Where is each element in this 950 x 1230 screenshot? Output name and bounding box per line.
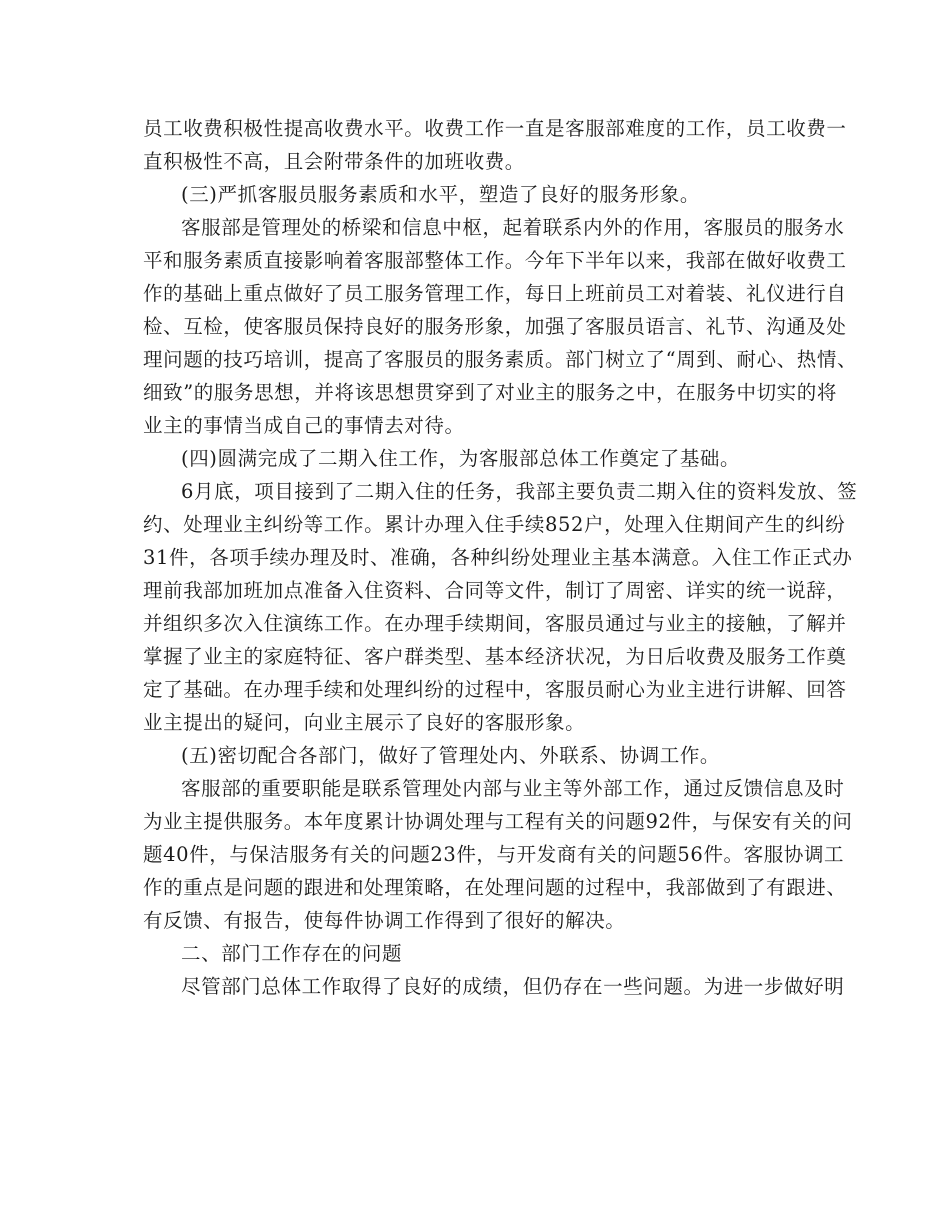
text-line: 二、部门工作存在的问题 — [181, 942, 403, 965]
text-line: 业主提出的疑问，向业主展示了良好的客服形象。 — [143, 711, 586, 734]
text-line: (四)圆满完成了二期入住工作，为客服部总体工作奠定了基础。 — [181, 447, 741, 470]
text-line: 直积极性不高，且会附带条件的加班收费。 — [143, 150, 525, 173]
text-line: 细致”的服务思想，并将该思想贯穿到了对业主的服务之中，在服务中切实的将 — [143, 381, 837, 404]
text-line: (三)严抓客服员服务素质和水平，塑造了良好的服务形象。 — [181, 183, 700, 206]
text-line: 客服部是管理处的桥梁和信息中枢，起着联系内外的作用，客服员的服务水 — [181, 216, 845, 239]
text-line: 6月底，项目接到了二期入住的任务，我部主要负责二期入住的资料发放、签 — [181, 480, 858, 503]
text-line: 检、互检，使客服员保持良好的服务形象，加强了客服员语言、礼节、沟通及处 — [143, 315, 847, 338]
text-line: 客服部的重要职能是联系管理处内部与业主等外部工作，通过反馈信息及时 — [181, 777, 845, 800]
text-line: 31件，各项手续办理及时、准确，各种纠纷处理业主基本满意。入住工作正式办 — [143, 546, 853, 569]
text-line: 并组织多次入住演练工作。在办理手续期间，客服员通过与业主的接触，了解并 — [143, 612, 847, 635]
text-line: 业主的事情当成自己的事情去对待。 — [143, 414, 465, 437]
text-line: 题40件，与保洁服务有关的问题23件，与开发商有关的问题56件。客服协调工 — [143, 843, 845, 866]
text-line: 员工收费积极性提高收费水平。收费工作一直是客服部难度的工作，员工收费一 — [143, 117, 847, 140]
text-line: 定了基础。在办理手续和处理纠纷的过程中，客服员耐心为业主进行讲解、回答 — [143, 678, 847, 701]
text-line: 约、处理业主纠纷等工作。累计办理入住手续852户，处理入住期间产生的纠纷 — [143, 513, 846, 536]
document-body — [143, 112, 858, 1003]
text-line: 作的重点是问题的跟进和处理策略，在处理问题的过程中，我部做到了有跟进、 — [143, 876, 847, 899]
text-line: 作的基础上重点做好了员工服务管理工作，每日上班前员工对着装、礼仪进行自 — [143, 282, 847, 305]
text-line: 掌握了业主的家庭特征、客户群类型、基本经济状况，为日后收费及服务工作奠 — [143, 645, 847, 668]
text-line: 尽管部门总体工作取得了良好的成绩，但仍存在一些问题。为进一步做好明 — [181, 975, 845, 998]
text-line: 为业主提供服务。本年度累计协调处理与工程有关的问题92件，与保安有关的问 — [143, 810, 853, 833]
text-line: 有反馈、有报告，使每件协调工作得到了很好的解决。 — [143, 909, 626, 932]
text-line: 理前我部加班加点准备入住资料、合同等文件，制订了周密、详实的统一说辞， — [143, 579, 847, 602]
text-line: 平和服务素质直接影响着客服部整体工作。今年下半年以来，我部在做好收费工 — [143, 249, 847, 272]
text-line: 理问题的技巧培训，提高了客服员的服务素质。部门树立了“周到、耐心、热情、 — [143, 348, 858, 371]
text-line: (五)密切配合各部门，做好了管理处内、外联系、协调工作。 — [181, 744, 721, 767]
